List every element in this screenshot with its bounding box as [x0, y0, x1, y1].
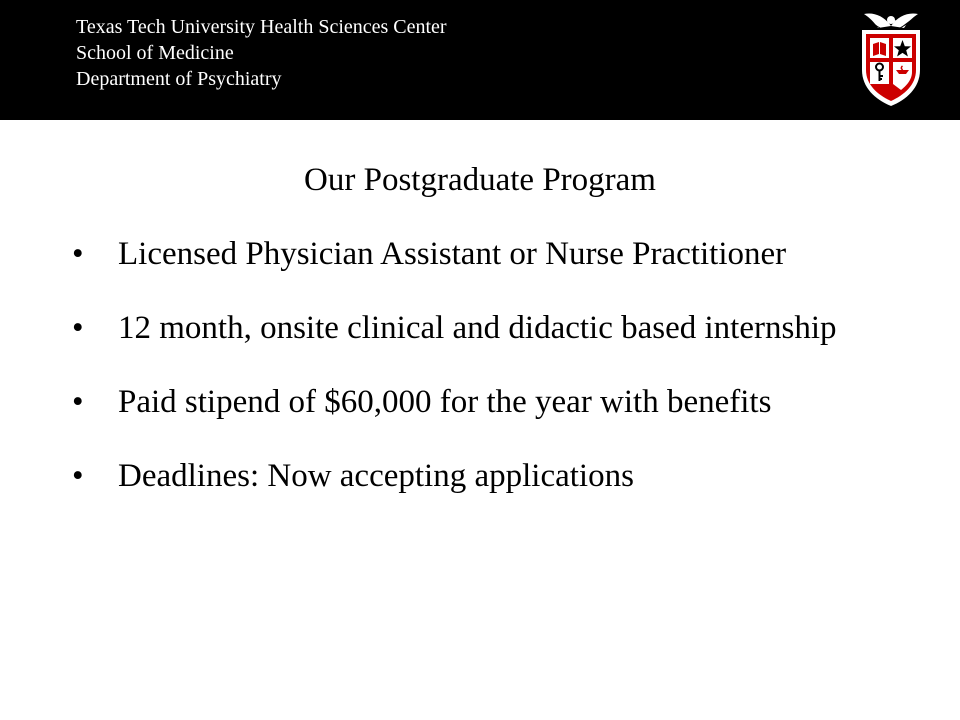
- bullet-text: 12 month, onsite clinical and didactic based internship: [118, 310, 837, 346]
- bullet-dot: •: [72, 384, 84, 420]
- bullet-dot: •: [72, 458, 84, 494]
- bullet-item-duration: [0, 306, 878, 350]
- bullet-item-qualification: [0, 232, 878, 276]
- slide-title: Our Postgraduate Program: [304, 162, 656, 198]
- header-bar: [0, 0, 960, 120]
- bullet-dot: •: [72, 310, 84, 346]
- bullet-text: Licensed Physician Assistant or Nurse Practitioner: [118, 236, 787, 272]
- school-name: School of Medicine: [76, 42, 234, 64]
- institution-block: [76, 14, 447, 92]
- bullet-text: Paid stipend of $60,000 for the year with benefits: [118, 384, 772, 420]
- bullet-dot: •: [72, 236, 84, 272]
- bullet-text: Deadlines: Now accepting applications: [118, 458, 634, 494]
- department-name: Department of Psychiatry: [76, 68, 282, 90]
- bullet-item-deadlines: [0, 454, 878, 498]
- texas-tech-shield-eagle-icon: [856, 8, 926, 108]
- bullet-list: [0, 232, 960, 528]
- bullet-item-stipend: [0, 380, 878, 424]
- institution-name: Texas Tech University Health Sciences Center: [76, 16, 447, 38]
